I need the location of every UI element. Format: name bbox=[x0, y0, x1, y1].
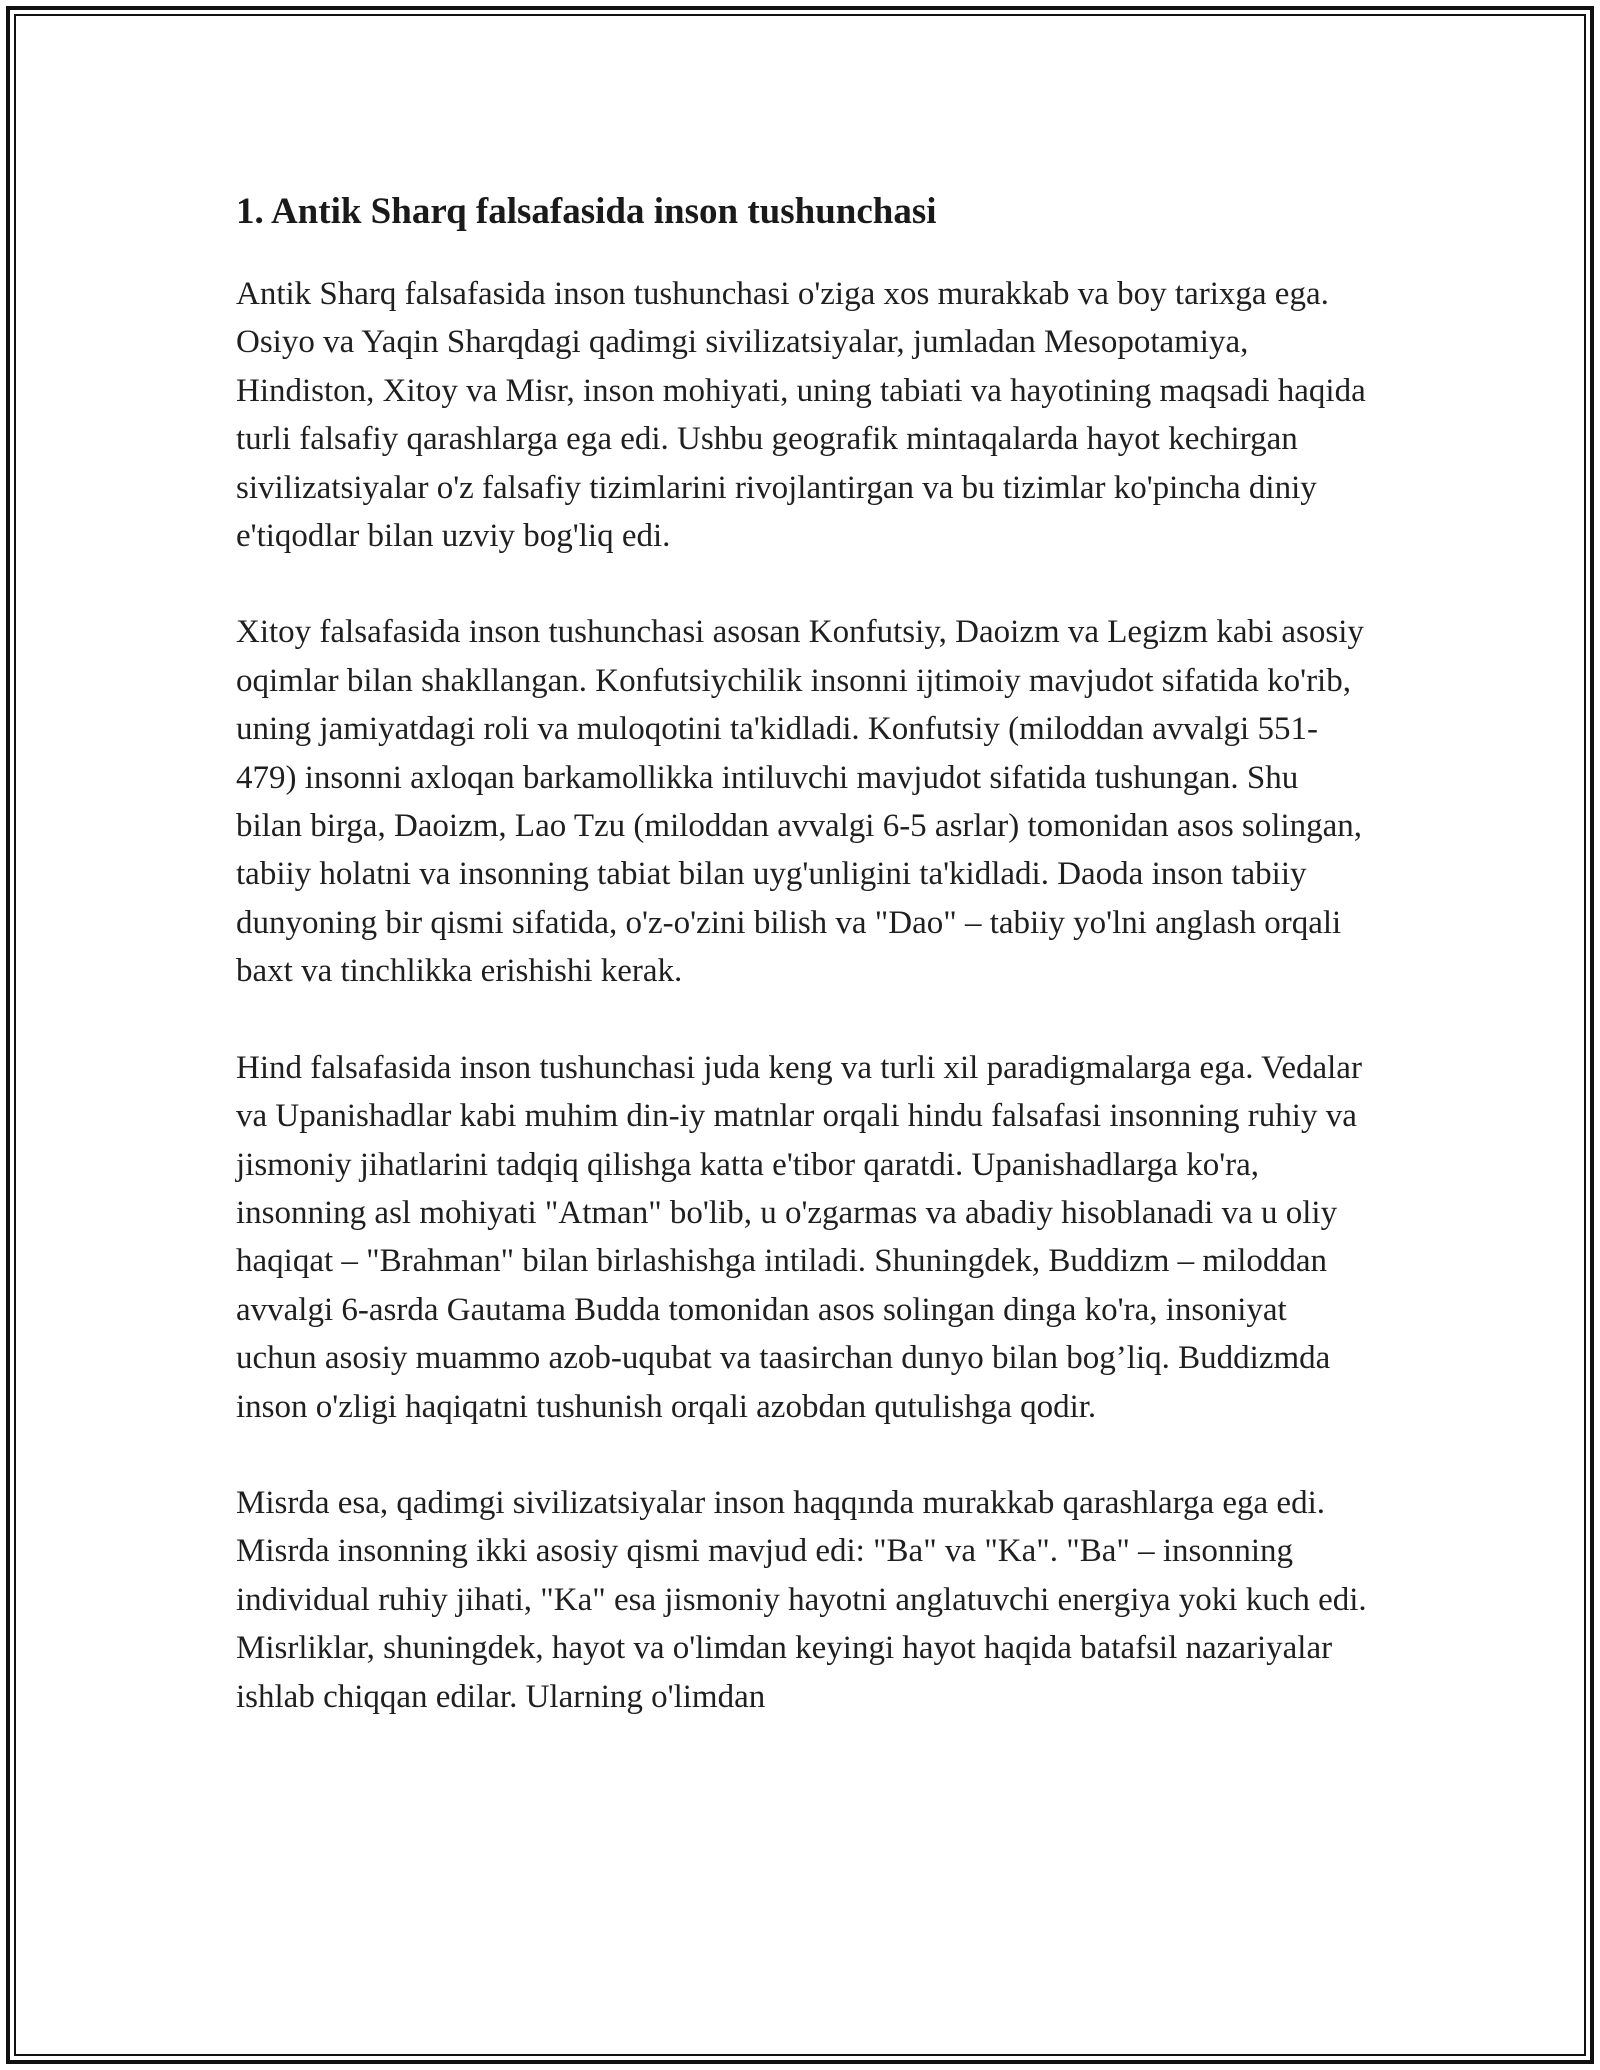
paragraph-intro: Antik Sharq falsafasida inson tushunchasi o'ziga xos murakkab va boy tarixga ega. Osiyo va Yaqin Sharqdagi qadimgi sivilizatsiyalar, jumladan Mesopotamiya, Hindiston, Xitoy va Misr, inson mohiyati, uning tabiati va hayotining maqsadi haqida turli falsafiy qarashlarga ega edi. Ushbu geografik mintaqalarda hayot kechirgan sivilizatsiyalar o'z falsafiy tizimlarini rivojlantirgan va bu tizimlar ko'pincha diniy e'tiqodlar bilan uzviy bog'liq edi. bbox=[236, 276, 1366, 555]
paragraph-india: Hind falsafasida inson tushunchasi juda keng va turli xil paradigmalarga ega. Vedalar va Upanishadlar kabi muhim din-iy matnlar orqali hindu falsafasi insonning ruhiy va jismoniy jihatlarini tadqiq qilishga katta e'tibor qaratdi. Upanishadlarga ko'ra, insonning asl mohiyati "Atman" bo'lib, u o'zgarmas va abadiy hisoblanadi va u oliy haqiqat – "Brahman" bilan birlashishga intiladi. Shuningdek, Buddizm – miloddan avvalgi 6-asrda Gautama Budda tomonidan asos solingan dinga ko'ra, insoniyat uchun asosiy muammo azob-uqubat va taasirchan dunyo bilan bog’liq. Buddizmda inson o'zligi haqiqatni tushunish orqali azobdan qutulishga qodir. bbox=[236, 1049, 1362, 1425]
section-heading: 1. Antik Sharq falsafasida inson tushunchasi bbox=[236, 191, 937, 232]
paragraph-china: Xitoy falsafasida inson tushunchasi asosan Konfutsiy, Daoizm va Legizm kabi asosiy oqimlar bilan shakllangan. Konfutsiychilik insonni ijtimoiy mavjudot sifatida ko'rib, uning jamiyatdagi roli va muloqotini ta'kidladi. Konfutsiy (miloddan avvalgi 551-479) insonni axloqan barkamollikka intiluvchi mavjudot sifatida tushungan. Shu bilan birga, Daoizm, Lao Tzu (miloddan avvalgi 6-5 asrlar) tomonidan asos solingan, tabiiy holatni va insonning tabiat bilan uyg'unligini ta'kidladi. Daoda inson tabiiy dunyoning bir qismi sifatida, o'z-o'zini bilish va "Dao" – tabiiy yo'lni anglash orqali baxt va tinchlikka erishishi kerak. bbox=[236, 614, 1364, 990]
paragraph-egypt: Misrda esa, qadimgi sivilizatsiyalar inson haqqında murakkab qarashlarga ega edi. Misrda insonning ikki asosiy qismi mavjud edi: "Ba" va "Ka". "Ba" – insonning individual ruhiy jihati, "Ka" esa jismoniy hayotni anglatuvchi energiya yoki kuch edi. Misrliklar, shuningdek, hayot va o'limdan keyingi hayot haqida batafsil nazariyalar ishlab chiqqan edilar. Ularning o'limdan bbox=[236, 1484, 1367, 1715]
document-body bbox=[236, 184, 1368, 1769]
